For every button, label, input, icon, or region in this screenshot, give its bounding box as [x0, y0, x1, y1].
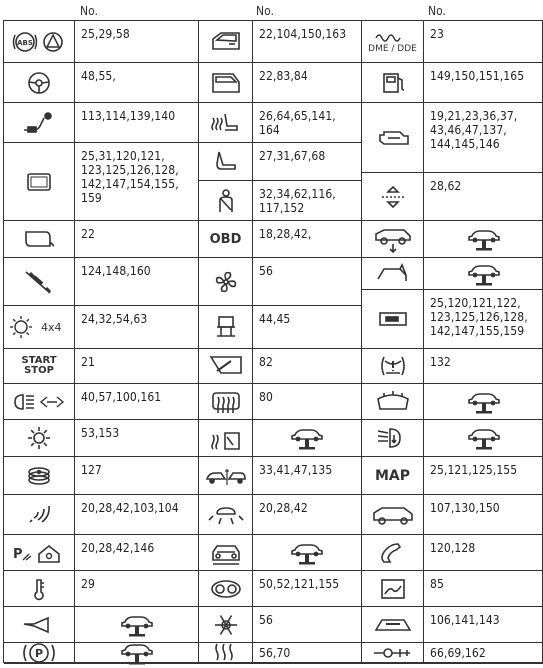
- door-rear-icon: [199, 63, 253, 103]
- fuse-numbers: 27,31,67,68: [253, 143, 362, 181]
- phone-icon: [362, 535, 424, 571]
- fuse-numbers: 22,104,150,163: [253, 21, 362, 63]
- seat-heating-icon: [199, 103, 253, 143]
- fuse-numbers: 20,28,42,146: [75, 535, 199, 571]
- wiper-icon: [199, 349, 253, 384]
- fuse-numbers: 20,28,42,103,104: [75, 495, 199, 535]
- fuse-numbers: 29: [75, 571, 199, 607]
- washer-fluid-icon: [199, 420, 253, 457]
- fuse-numbers: 20,28,42: [253, 495, 362, 535]
- fuse-numbers: 85: [424, 571, 543, 607]
- fuse-numbers: 28,62: [424, 173, 543, 221]
- seat-icon: [199, 143, 253, 181]
- dme-dde-label: DME / DDE: [368, 43, 417, 54]
- interior-light-icon: [199, 495, 253, 535]
- instrument-cluster-icon: [199, 571, 253, 607]
- fuse-numbers: 40,57,100,161: [75, 384, 199, 420]
- column-header-1: No.: [80, 4, 98, 18]
- obd-label: OBD: [209, 231, 242, 247]
- fuse-numbers: 66,69,162: [424, 643, 543, 664]
- lift-symbol-icon: [424, 384, 543, 420]
- windshield-washer-icon: [362, 384, 424, 420]
- heater-icon: [199, 643, 253, 664]
- fuse-numbers: 19,21,23,36,37, 43,46,47,137, 144,145,146: [424, 103, 543, 173]
- suv-level-icon: [362, 221, 424, 258]
- tire-chassis-icon: [199, 306, 253, 349]
- fuse-numbers: 23: [424, 21, 543, 63]
- parking-assist-home-icon: [4, 535, 75, 571]
- parking-brake-icon: [4, 643, 75, 664]
- fuse-numbers: 25,31,120,121, 123,125,126,128, 142,147,154,155, 159: [75, 143, 199, 221]
- fuse-numbers: 22,83,84: [253, 63, 362, 103]
- glow-plug-icon: [362, 21, 424, 63]
- lift-symbol-icon: [424, 258, 543, 290]
- suv-side-icon: [362, 495, 424, 535]
- fuse-numbers: 25,120,121,122, 123,125,126,128, 142,147,155,159: [424, 290, 543, 349]
- fuse-numbers: 32,34,62,116, 117,152: [253, 181, 362, 221]
- car-front-icon: [199, 535, 253, 571]
- light-sun-icon: [4, 420, 75, 457]
- fuse-numbers: 113,114,139,140: [75, 103, 199, 143]
- obd-icon: [199, 221, 253, 258]
- transfer-case-4x4-icon: [4, 306, 75, 349]
- lift-symbol-icon: [424, 420, 543, 457]
- fuse-numbers: 48,55,: [75, 63, 199, 103]
- fuse-numbers: 25,29,58: [75, 21, 199, 63]
- map-icon: [362, 457, 424, 495]
- fan-icon: [199, 258, 253, 306]
- radio-icon: [362, 290, 424, 349]
- fuse-numbers: 132: [424, 349, 543, 384]
- lift-symbol-icon: [253, 535, 362, 571]
- fuse-numbers: 82: [253, 349, 362, 384]
- engine-check-icon: [362, 103, 424, 173]
- svg-text:P: P: [13, 546, 23, 562]
- lift-symbol-icon: [75, 607, 199, 643]
- steering-wheel-icon: [4, 63, 75, 103]
- lift-symbol-icon: [75, 643, 199, 664]
- roof-icon: [362, 258, 424, 290]
- abs-brake-warning-icons: [4, 21, 75, 63]
- fuse-numbers: 80: [253, 384, 362, 420]
- headlight-foglight-icon: [4, 384, 75, 420]
- fuse-numbers: 106,141,143: [424, 607, 543, 643]
- column-header-3: No.: [428, 4, 446, 18]
- fuse-reference-table: [3, 20, 543, 663]
- fuse-numbers: 53,153: [75, 420, 199, 457]
- fuse-numbers: 25,121,125,155: [424, 457, 543, 495]
- cd-changer-icon: [4, 457, 75, 495]
- svg-text:ABS: ABS: [17, 38, 33, 47]
- car-distance-icon: [199, 457, 253, 495]
- gear-up-down-icon: [362, 173, 424, 221]
- shock-absorber-icon: [4, 258, 75, 306]
- fuse-numbers: 18,28,42,: [253, 221, 362, 258]
- fuse-numbers: 50,52,121,155: [253, 571, 362, 607]
- start-stop-icon: [4, 349, 75, 384]
- mirror-icon: [4, 221, 75, 258]
- fuse-numbers: 21: [75, 349, 199, 384]
- fuse-numbers: 56: [253, 607, 362, 643]
- fuse-numbers: 124,148,160: [75, 258, 199, 306]
- headlight-range-icon: [362, 420, 424, 457]
- door-front-icon: [199, 21, 253, 63]
- svg-text:P: P: [34, 647, 44, 660]
- fuse-numbers: 56,70: [253, 643, 362, 664]
- label-4x4: 4x4: [41, 321, 62, 334]
- seatbelt-person-icon: [199, 181, 253, 221]
- seatbelt-lap-icon: [4, 103, 75, 143]
- fuse-numbers: 56: [253, 258, 362, 306]
- fuse-numbers: 44,45: [253, 306, 362, 349]
- column-header-2: No.: [256, 4, 274, 18]
- navigation-display-icon: [362, 571, 424, 607]
- rain-sensor-icon: [4, 495, 75, 535]
- fuse-numbers: 33,41,47,135: [253, 457, 362, 495]
- lift-symbol-icon: [253, 420, 362, 457]
- fuse-numbers: 24,32,54,63: [75, 306, 199, 349]
- map-label: MAP: [374, 467, 411, 484]
- fuse-numbers: 149,150,151,165: [424, 63, 543, 103]
- start-label: START: [21, 355, 57, 366]
- thermometer-icon: [4, 571, 75, 607]
- fuse-numbers: 107,130,150: [424, 495, 543, 535]
- lift-symbol-icon: [424, 221, 543, 258]
- fuse-numbers: 120,128: [424, 535, 543, 571]
- fuel-pump-icon: [362, 63, 424, 103]
- tire-pressure-icon: [362, 349, 424, 384]
- fuse-numbers: 26,64,65,141, 164: [253, 103, 362, 143]
- rear-defrost-icon: [199, 384, 253, 420]
- fuse-numbers: 127: [75, 457, 199, 495]
- fuse-numbers: 22: [75, 221, 199, 258]
- stop-label: STOP: [24, 365, 54, 376]
- display-screen-icon: [4, 143, 75, 221]
- trailer-hitch-icon: [362, 643, 424, 664]
